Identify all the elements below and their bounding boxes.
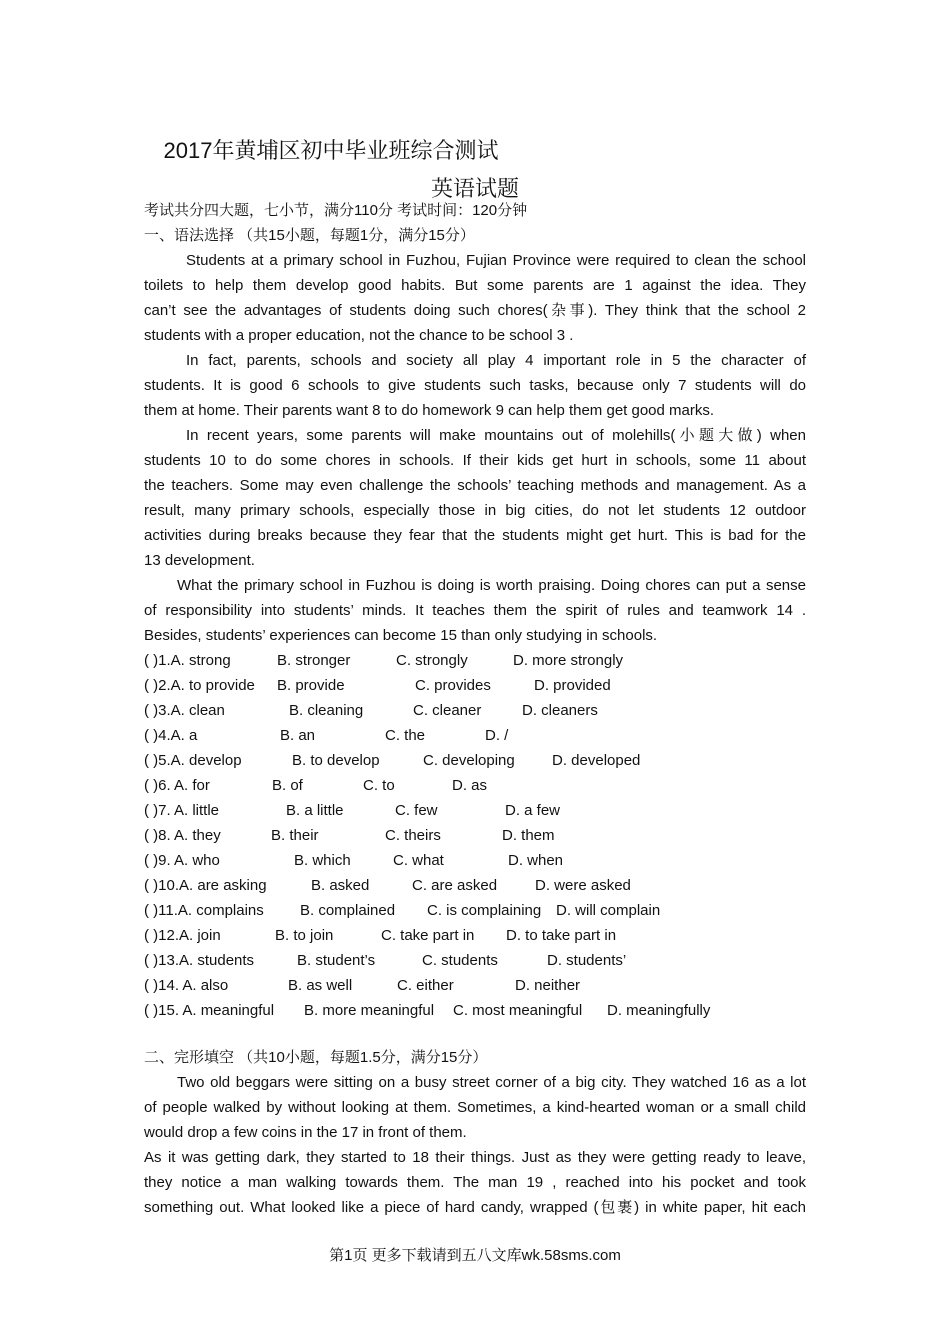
- question-option-a: ( )3.A. clean: [144, 702, 225, 719]
- question-option-d: D. will complain: [556, 902, 661, 919]
- question-option-a: ( )14. A. also: [144, 977, 229, 994]
- question-option-c: C. strongly: [396, 652, 468, 669]
- question-option-b: B. as well: [288, 977, 353, 994]
- question-option-d: D. developed: [552, 752, 641, 769]
- question-option-a: ( )2.A. to provide: [144, 677, 255, 694]
- question-option-c: C. are asked: [412, 877, 498, 894]
- passage2-line: they notice a man walking towards them. The man 19 , reached into his pocket and took: [144, 1174, 806, 1191]
- question-option-a: ( )6. A. for: [144, 777, 210, 794]
- passage2-line: something out. What looked like a piece of hard candy, wrapped (包裹) in white paper, hit each: [144, 1199, 806, 1216]
- question-option-d: D. a few: [505, 802, 561, 819]
- passage1-line: activities during breaks because they fear that the students might get hurt. This is bad for the: [144, 527, 806, 544]
- question-option-d: D. cleaners: [522, 702, 598, 719]
- question-option-a: ( )1.A. strong: [144, 652, 231, 669]
- question-option-b: B. stronger: [277, 652, 351, 669]
- question-option-a: ( )11.A. complains: [144, 902, 264, 919]
- question-option-d: D. were asked: [535, 877, 631, 894]
- question-option-d: D. when: [508, 852, 564, 869]
- exam-subtitle: 英语试题: [430, 176, 519, 201]
- question-option-d: D. meaningfully: [607, 1002, 711, 1019]
- passage1-line: can’t see the advantages of students doing such chores(杂事). They think that the school 2: [144, 302, 806, 319]
- question-option-d: D. them: [502, 827, 555, 844]
- page-footer: 第1页 更多下载请到五八文库wk.58sms.com: [329, 1247, 621, 1264]
- question-option-c: C. most meaningful: [453, 1002, 583, 1019]
- question-option-d: D. neither: [515, 977, 581, 994]
- question-option-b: B. their: [271, 827, 319, 844]
- question-option-c: C. developing: [423, 752, 515, 769]
- question-option-a: ( )13.A. students: [144, 952, 255, 969]
- passage2-line: As it was getting dark, they started to 18 their things. Just as they were getting ready to leave,: [144, 1149, 806, 1166]
- passage1-line: 13 development.: [144, 552, 255, 569]
- question-option-b: B. an: [280, 727, 316, 744]
- question-option-b: B. which: [294, 852, 351, 869]
- question-option-a: ( )15. A. meaningful: [144, 1002, 275, 1019]
- question-option-c: C. either: [397, 977, 454, 994]
- question-option-d: D. as: [452, 777, 488, 794]
- passage2-line: Two old beggars were sitting on a busy street corner of a big city. They watched 16 as a lot: [177, 1074, 806, 1091]
- passage1-line: In recent years, some parents will make mountains out of molehills(小题大做) when: [186, 427, 806, 444]
- passage1-line: students 10 to do some chores in schools. If their kids get hurt in schools, some 11 about: [144, 452, 806, 469]
- question-option-d: D. students’: [547, 952, 627, 969]
- question-option-c: C. students: [422, 952, 498, 969]
- question-option-d: D. more strongly: [513, 652, 624, 669]
- passage2-line: of people walked by without looking at them. Sometimes, a kind-hearted woman or a small child: [144, 1099, 806, 1116]
- passage1-line: the teachers. Some may even challenge the schools’ teaching methods and management. As a: [144, 477, 806, 494]
- question-option-a: ( )4.A. a: [144, 727, 198, 744]
- question-option-d: D. provided: [534, 677, 611, 694]
- exam-title: 2017年黄埔区初中毕业班综合测试: [163, 138, 499, 163]
- question-option-c: C. is complaining: [427, 902, 542, 919]
- passage1-line: them at home. Their parents want 8 to do homework 9 can help them get good marks.: [144, 402, 715, 419]
- question-option-a: ( )7. A. little: [144, 802, 220, 819]
- question-option-c: C. provides: [415, 677, 491, 694]
- question-option-b: B. a little: [286, 802, 344, 819]
- question-option-d: D. /: [485, 727, 509, 744]
- question-option-b: B. to join: [275, 927, 334, 944]
- section1-heading: 一、语法选择 （共15小题，每题1分，满分15分）: [144, 227, 475, 244]
- question-option-b: B. of: [272, 777, 303, 794]
- question-option-c: C. what: [393, 852, 444, 869]
- question-option-c: C. cleaner: [413, 702, 482, 719]
- passage1-line: What the primary school in Fuzhou is doing is worth praising. Doing chores can put a sense: [177, 577, 806, 594]
- question-option-c: C. the: [385, 727, 426, 744]
- section2-heading: 二、完形填空 （共10小题，每题1.5分，满分15分）: [144, 1049, 488, 1066]
- question-option-b: B. to develop: [292, 752, 380, 769]
- passage2-line: would drop a few coins in the 17 in front of them.: [144, 1124, 467, 1141]
- question-option-b: B. student’s: [297, 952, 376, 969]
- question-option-b: B. complained: [300, 902, 396, 919]
- question-option-a: ( )10.A. are asking: [144, 877, 267, 894]
- question-option-a: ( )12.A. join: [144, 927, 221, 944]
- question-option-d: D. to take part in: [506, 927, 617, 944]
- question-option-c: C. theirs: [385, 827, 441, 844]
- question-option-a: ( )8. A. they: [144, 827, 221, 844]
- passage1-line: Students at a primary school in Fuzhou, Fujian Province were required to clean the school: [186, 252, 806, 269]
- passage1-line: students with a proper education, not the chance to be school 3 .: [144, 327, 574, 344]
- question-option-a: ( )5.A. develop: [144, 752, 242, 769]
- exam-info: 考试共分四大题，七小节，满分110分 考试时间：120分钟: [144, 202, 528, 219]
- question-option-b: B. more meaningful: [304, 1002, 435, 1019]
- question-option-a: ( )9. A. who: [144, 852, 220, 869]
- passage1-line: result, many primary schools, especially those in big cities, do not let students 12 outdoor: [144, 502, 806, 519]
- question-option-c: C. to: [363, 777, 395, 794]
- passage1-line: toilets to help them develop good habits. But some parents are 1 against the idea. They: [144, 277, 806, 294]
- question-option-b: B. provide: [277, 677, 345, 694]
- passage1-line: of responsibility into students’ minds. It teaches them the spirit of rules and teamwork 14 .: [144, 602, 806, 619]
- question-option-c: C. take part in: [381, 927, 475, 944]
- question-option-c: C. few: [395, 802, 438, 819]
- passage1-line: students. It is good 6 schools to give students such tasks, because only 7 students will do: [144, 377, 806, 394]
- question-option-b: B. cleaning: [289, 702, 364, 719]
- passage1-line: Besides, students’ experiences can become 15 than only studying in schools.: [144, 627, 658, 644]
- question-option-b: B. asked: [311, 877, 370, 894]
- passage1-line: In fact, parents, schools and society all play 4 important role in 5 the character of: [186, 352, 806, 369]
